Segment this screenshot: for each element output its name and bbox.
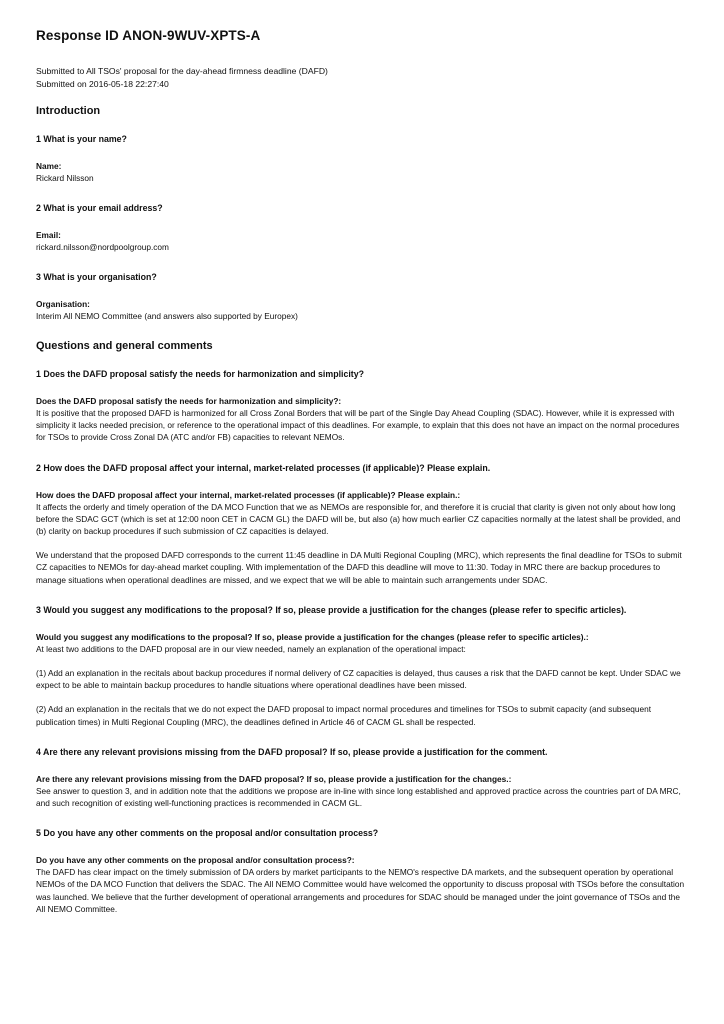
answer-paragraph: (2) Add an explanation in the recitals that we do not expect the DAFD proposal to impact normal procedures and timelines for TSOs to submit capacity (and subsequent publication times) in Multi Regional Coupling (MRC), the deadlines defined in Article 46 of CACM GL shall be respected. xyxy=(36,704,652,727)
answer-paragraph: At least two additions to the DAFD proposal are in our view needed, namely an explanation of the operational impact: xyxy=(36,643,466,654)
question-4 xyxy=(36,746,688,809)
section-questions: Questions and general comments xyxy=(36,340,213,352)
question-heading: 3 What is your organisation? xyxy=(36,272,157,282)
submitted-on: Submitted on 2016-05-18 22:27:40 xyxy=(36,79,169,89)
answer-paragraph: (1) Add an explanation in the recitals about backup procedures if normal delivery of CZ capacities is delayed, thus causes a risk that the DAFD cannot be kept. Under SDAC we expect to be able to maintain backup procedures to handle situations where operational deadlines have been missed. xyxy=(36,668,681,691)
answer-label: Email: xyxy=(36,230,61,240)
answer-paragraph: The DAFD has clear impact on the timely submission of DA orders by market participants to the NEMO's respective DA markets, and the subsequent operation by operational NEMOs of the DA MCO Function that delivers the SDAC. The All NEMO Committee would have welcomed the opportunity to discuss proposal with TSOs before the consultation was launched. We believe that the further development of operational arrangements and procedures for SDAC should be managed under the joint governance of TSOs and the All NEMO Committee. xyxy=(36,867,685,914)
answer-label: Name: xyxy=(36,161,62,171)
answer-paragraph: See answer to question 3, and in addition note that the additions we propose are in-line with since long established and approved practice across the countries part of DA MRC, and such recognition of existing well-functioning practices is recommended in CACM GL. xyxy=(36,785,681,809)
submission-meta xyxy=(36,65,688,91)
question-2 xyxy=(36,462,688,586)
answer-text: rickard.nilsson@nordpoolgroup.com xyxy=(36,242,169,252)
answer-label: Do you have any other comments on the proposal and/or consultation process?: xyxy=(36,855,355,866)
answer-label: How does the DAFD proposal affect your internal, market-related processes (if applicable)? Please explain.: xyxy=(36,489,461,500)
question-heading: 1 Does the DAFD proposal satisfy the needs for harmonization and simplicity? xyxy=(36,369,364,379)
submitted-to: Submitted to All TSOs' proposal for the day-ahead firmness deadline (DAFD) xyxy=(36,66,328,76)
answer-paragraph: It is positive that the proposed DAFD is harmonized for all Cross Zonal Borders that will be part of the Single Day Ahead Coupling (SDAC). However, while it is expressed with simplicity it lacks needed precision, or reference to the operational impact of this deadlines. For example, to explain that this does not have an impact on the normal procedures for TSOs to provide Cross Zonal DA (ATC and/or FB) capacities to relevant NEMOs. xyxy=(36,408,680,443)
question-5 xyxy=(36,827,688,915)
response-title: Response ID ANON-9WUV-XPTS-A xyxy=(36,28,261,43)
question-heading: 2 How does the DAFD proposal affect your internal, market-related processes (if applicable)? Please explain. xyxy=(36,462,491,473)
question-heading: 2 What is your email address? xyxy=(36,203,163,213)
question-1 xyxy=(36,368,688,444)
answer-label: Does the DAFD proposal satisfy the needs for harmonization and simplicity?: xyxy=(36,396,342,406)
question-heading: 5 Do you have any other comments on the proposal and/or consultation process? xyxy=(36,828,379,839)
answer-paragraph: It affects the orderly and timely operation of the DA MCO Function that we as NEMOs are responsible for, and therefore it is crucial that clarity is given not only about how long before the SDAC GCT (which is set at 12:00 noon CET in CACM GL) the DAFD will be, but also (a) how much earlier CZ capacities normally at the latest shall be provided, and (b) clarity on backup procedures if such submission of CZ capacities is delayed. xyxy=(36,501,681,537)
intro-q2 xyxy=(36,202,688,253)
question-heading: 1 What is your name? xyxy=(36,134,127,144)
answer-paragraph: We understand that the proposed DAFD corresponds to the current 11:45 deadline in DA Multi Regional Coupling (MRC), which represents the final deadline for TSOs to submit CZ capacities to NEMOs for day-ahead market coupling. With implementation of the DAFD this deadline will move to 11:30. Today in MRC there are backup procedures to manage situations when operational deadlines are missed, and we expect that we will be able to maintain such arrangements under SDAC. xyxy=(36,550,682,585)
answer-text: Interim All NEMO Committee (and answers also supported by Europex) xyxy=(36,311,298,321)
answer-label: Would you suggest any modifications to the proposal? If so, please provide a justification for the changes (please refer to specific articles).: xyxy=(36,631,589,642)
answer-text: Rickard Nilsson xyxy=(36,173,94,183)
answer-label: Are there any relevant provisions missing from the DAFD proposal? If so, please provide a justification for the changes.: xyxy=(36,773,512,784)
question-heading: 3 Would you suggest any modifications to the proposal? If so, please provide a justification for the changes (please refer to specific articles). xyxy=(36,604,627,615)
intro-q1 xyxy=(36,133,688,184)
intro-q3 xyxy=(36,271,688,322)
question-heading: 4 Are there any relevant provisions missing from the DAFD proposal? If so, please provide a justification for the comment. xyxy=(36,746,548,757)
answer-label: Organisation: xyxy=(36,299,90,309)
question-3 xyxy=(36,604,688,728)
section-introduction: Introduction xyxy=(36,105,101,117)
